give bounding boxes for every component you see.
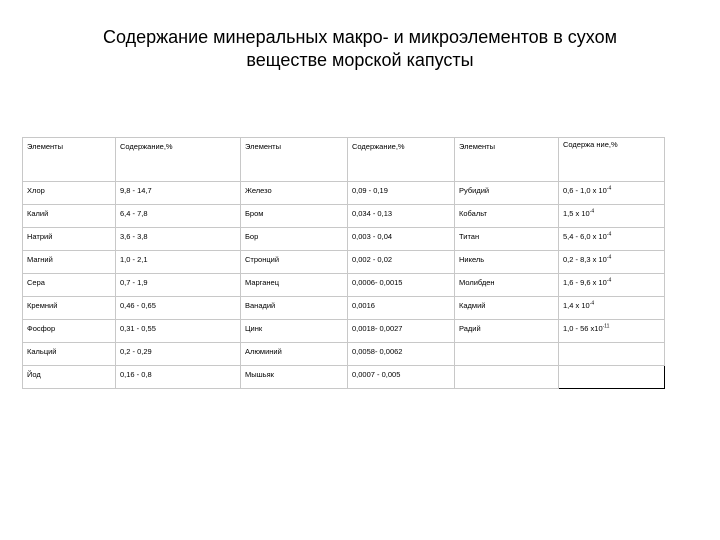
element-content-3 bbox=[559, 343, 665, 366]
content-value: 1,6 - 9,6 х 10 bbox=[563, 278, 607, 287]
exponent: -11 bbox=[602, 323, 610, 330]
element-name-3: Кадмий bbox=[455, 297, 559, 320]
content-value: 0,2 - 8,3 х 10 bbox=[563, 255, 607, 264]
element-name-3 bbox=[455, 366, 559, 389]
element-content-1: 6,4 - 7,8 bbox=[116, 205, 241, 228]
table-body bbox=[23, 182, 665, 389]
element-content-2: 0,0006- 0,0015 bbox=[348, 274, 455, 297]
header-elements-1: Элементы bbox=[23, 138, 116, 182]
element-name-1: Фосфор bbox=[23, 320, 116, 343]
element-name-3: Рубидий bbox=[455, 182, 559, 205]
element-name-2: Бром bbox=[241, 205, 348, 228]
element-name-1: Натрий bbox=[23, 228, 116, 251]
element-name-1: Кремний bbox=[23, 297, 116, 320]
element-content-1: 3,6 - 3,8 bbox=[116, 228, 241, 251]
mineral-content-table bbox=[22, 137, 665, 389]
element-content-2: 0,0018- 0,0027 bbox=[348, 320, 455, 343]
table-row bbox=[23, 320, 665, 343]
element-content-1: 0,7 - 1,9 bbox=[116, 274, 241, 297]
element-content-3 bbox=[559, 366, 665, 389]
element-content-1: 0,46 - 0,65 bbox=[116, 297, 241, 320]
header-elements-3: Элементы bbox=[455, 138, 559, 182]
element-content-3 bbox=[559, 274, 665, 297]
table-row bbox=[23, 366, 665, 389]
element-name-3: Молибден bbox=[455, 274, 559, 297]
slide-title-line-1: Содержание минеральных макро- и микроэлементов в сухом bbox=[102, 27, 617, 47]
element-content-2: 0,0007 - 0,005 bbox=[348, 366, 455, 389]
exponent: -4 bbox=[606, 254, 612, 261]
content-value: 1,5 х 10 bbox=[563, 209, 590, 218]
element-name-3: Радий bbox=[455, 320, 559, 343]
table-header bbox=[23, 138, 665, 182]
content-value: 5,4 - 6,0 х 10 bbox=[563, 232, 607, 241]
element-content-2: 0,0016 bbox=[348, 297, 455, 320]
table-row bbox=[23, 274, 665, 297]
table-row bbox=[23, 297, 665, 320]
exponent: -4 bbox=[589, 300, 595, 307]
header-content-3: Содержа ние,% bbox=[559, 138, 665, 182]
header-content-2: Содержание,% bbox=[348, 138, 455, 182]
element-content-3 bbox=[559, 182, 665, 205]
element-content-3 bbox=[559, 297, 665, 320]
element-name-2: Железо bbox=[241, 182, 348, 205]
element-name-2: Мышьяк bbox=[241, 366, 348, 389]
element-name-2: Цинк bbox=[241, 320, 348, 343]
element-content-2: 0,09 - 0,19 bbox=[348, 182, 455, 205]
table-header-row bbox=[23, 138, 665, 182]
element-content-2: 0,003 - 0,04 bbox=[348, 228, 455, 251]
element-name-3 bbox=[455, 343, 559, 366]
element-name-1: Хлор bbox=[23, 182, 116, 205]
content-value: 1,0 - 56 х10 bbox=[563, 324, 603, 333]
element-content-2: 0,0058- 0,0062 bbox=[348, 343, 455, 366]
element-name-3: Титан bbox=[455, 228, 559, 251]
element-content-3 bbox=[559, 228, 665, 251]
element-name-1: Сера bbox=[23, 274, 116, 297]
table-row bbox=[23, 251, 665, 274]
table-row bbox=[23, 205, 665, 228]
element-content-2: 0,002 - 0,02 bbox=[348, 251, 455, 274]
element-name-1: Йод bbox=[23, 366, 116, 389]
element-content-1: 9,8 - 14,7 bbox=[116, 182, 241, 205]
element-name-1: Кальций bbox=[23, 343, 116, 366]
element-name-2: Алюминий bbox=[241, 343, 348, 366]
slide-title bbox=[0, 26, 720, 72]
table-row bbox=[23, 228, 665, 251]
element-name-1: Магний bbox=[23, 251, 116, 274]
element-content-1: 0,16 - 0,8 bbox=[116, 366, 241, 389]
element-content-3 bbox=[559, 205, 665, 228]
element-name-2: Бор bbox=[241, 228, 348, 251]
element-name-1: Калий bbox=[23, 205, 116, 228]
element-content-1: 0,2 - 0,29 bbox=[116, 343, 241, 366]
element-content-3 bbox=[559, 320, 665, 343]
header-elements-2: Элементы bbox=[241, 138, 348, 182]
element-name-3: Никель bbox=[455, 251, 559, 274]
content-value: 0,6 - 1,0 х 10 bbox=[563, 186, 607, 195]
header-content-1: Содержание,% bbox=[116, 138, 241, 182]
element-name-2: Стронций bbox=[241, 251, 348, 274]
element-name-2: Ванадий bbox=[241, 297, 348, 320]
element-content-3 bbox=[559, 251, 665, 274]
exponent: -4 bbox=[606, 185, 612, 192]
element-name-3: Кобальт bbox=[455, 205, 559, 228]
element-name-2: Марганец bbox=[241, 274, 348, 297]
element-content-2: 0,034 - 0,13 bbox=[348, 205, 455, 228]
slide-title-line-2: веществе морской капусты bbox=[246, 50, 474, 70]
exponent: -4 bbox=[606, 231, 612, 238]
element-content-1: 1,0 - 2,1 bbox=[116, 251, 241, 274]
exponent: -4 bbox=[606, 277, 612, 284]
content-value: 1,4 х 10 bbox=[563, 301, 590, 310]
table-row bbox=[23, 182, 665, 205]
element-content-1: 0,31 - 0,55 bbox=[116, 320, 241, 343]
exponent: -4 bbox=[589, 208, 595, 215]
table-row bbox=[23, 343, 665, 366]
